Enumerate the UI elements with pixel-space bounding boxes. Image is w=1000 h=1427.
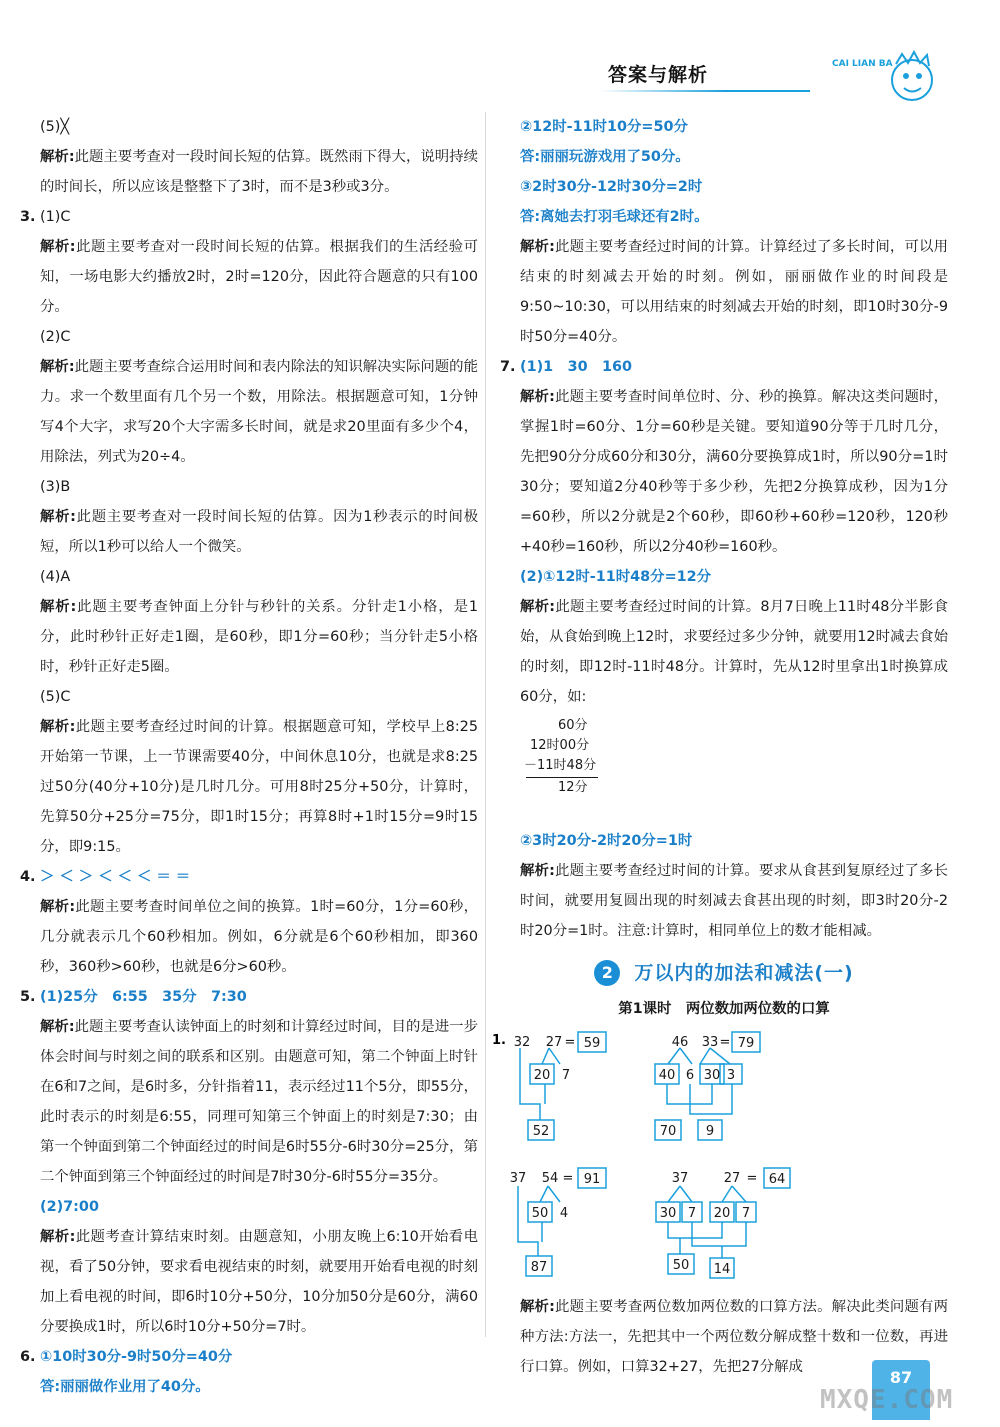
analysis-text: 此题主要考查认读钟面上的时刻和计算经过时间，目的是进一步体会时间与时刻之间的联系和区别。由题意可知，第二个钟面上时针在6和7之间，是6时多，分针指着11，表示经过11个5分，即55分，此时表示的时刻是6:55，同理可知第三个钟面上的时刻是7:30；由第一个钟面到第二个钟面经过的时间是6时55分-6时30分=25分，第二个钟面到第三个钟面经过的时间是7时30分-6时55分=35分。 bbox=[40, 1019, 478, 1185]
d1-split1: 20 bbox=[533, 1068, 551, 1083]
q7-explanation-3 bbox=[500, 856, 948, 946]
d2-eq: = bbox=[719, 1035, 731, 1050]
q6-explanation bbox=[500, 232, 948, 352]
question-number: 7. bbox=[500, 359, 516, 375]
d3-result: 87 bbox=[530, 1260, 548, 1275]
q4-answer bbox=[20, 862, 478, 892]
analysis-text: 此题主要考查经过时间的计算。8月7日晚上11时48分半影食始，从食始到晚上12时，求要经过多少分钟，就要用12时减去食始的时刻，即12时-11时48分。计算时，先从12时里拿出1时换算成60分，如: bbox=[520, 599, 948, 705]
d2-p2: 6 bbox=[685, 1068, 695, 1083]
page-number-tab: 87 bbox=[872, 1360, 930, 1420]
q6-answer-2-result: 答:丽丽玩游戏用了50分。 bbox=[520, 149, 690, 165]
q2-explanation-5 bbox=[20, 142, 478, 202]
question-number: 6. bbox=[20, 1349, 36, 1365]
analysis-label: 解析: bbox=[40, 359, 75, 375]
question-number: 3. bbox=[20, 209, 36, 225]
watermark-text: MXQE.COM bbox=[820, 1385, 954, 1415]
d4-a: 37 bbox=[671, 1171, 689, 1186]
answer-text: (1)1 30 160 bbox=[520, 359, 633, 375]
d1-sum: 59 bbox=[583, 1036, 601, 1051]
q7-explanation-2 bbox=[500, 592, 948, 712]
analysis-label: 解析: bbox=[40, 239, 76, 255]
analysis-text: 此题主要考查两位数加两位数的口算方法。解决此类问题有两种方法:方法一，先把其中一个两位数分解成整十数和一位数，再进行口算。例如，口算32+27，先把27分解成 bbox=[520, 1299, 948, 1375]
d4-r1: 50 bbox=[672, 1258, 690, 1273]
d2-a: 46 bbox=[671, 1035, 689, 1050]
question-number: 4. bbox=[20, 869, 36, 885]
analysis-text: 此题主要考查对一段时间长短的估算。既然雨下得大，说明持续的时间长，所以应该是整整下了3时，而不是3秒或3分。 bbox=[40, 149, 478, 195]
chapter-heading bbox=[500, 956, 948, 990]
analysis-label: 解析: bbox=[40, 719, 76, 735]
d2-p3: 30 bbox=[703, 1068, 721, 1083]
q3-explanation-3 bbox=[20, 502, 478, 562]
q5-answer-2: (2)7:00 bbox=[40, 1199, 99, 1215]
d3-split1: 50 bbox=[531, 1206, 549, 1221]
q5-explanation-1 bbox=[20, 1012, 478, 1192]
analysis-label: 解析: bbox=[40, 599, 77, 615]
analysis-text: 此题主要考查钟面上分针与秒针的关系。分针走1小格，是1分，此时秒针正好走1圈，是60秒，即1分=60秒；当分针走5小格时，秒针正好走5圈。 bbox=[40, 599, 478, 675]
q3-answer-4: (4)A bbox=[40, 569, 71, 585]
analysis-label: 解析: bbox=[520, 599, 556, 615]
d1-a: 32 bbox=[513, 1035, 531, 1050]
q3-explanation-4 bbox=[20, 592, 478, 682]
analysis-text: 此题主要考查经过时间的计算。计算经过了多长时间，可以用结束的时刻减去开始的时刻。例如，丽丽做作业的时间段是9:50~10:30，可以用结束的时刻减去开始的时刻，即10时30分-9时50分=40分。 bbox=[520, 239, 948, 345]
analysis-label: 解析: bbox=[520, 863, 555, 879]
analysis-label: 解析: bbox=[520, 389, 555, 405]
d2-p1: 40 bbox=[658, 1068, 676, 1083]
q7-answer-1 bbox=[500, 352, 948, 382]
analysis-text: 此题主要考查时间单位时、分、秒的换算。解决这类问题时，掌握1时=60分、1分=60秒是关键。要知道90分等于几时几分，先把90分分成60分和30分，满60分要换算成1时，所以90分=1时30分；要知道2分40秒等于多少秒，先把2分换算成秒，因为1分=60秒，所以2分就是2个60秒，即60秒+60秒=120秒，120秒+40秒=160秒，所以2分40秒=160秒。 bbox=[520, 389, 948, 555]
analysis-label: 解析: bbox=[520, 1299, 555, 1315]
q3-explanation-5 bbox=[20, 712, 478, 862]
d4-p4: 7 bbox=[741, 1206, 751, 1221]
d4-p2: 7 bbox=[687, 1206, 697, 1221]
d3-b: 54 bbox=[541, 1171, 559, 1186]
d1-eq: = bbox=[564, 1035, 576, 1050]
borrow-value: 60分 bbox=[558, 718, 588, 733]
analysis-text: 此题主要考查综合运用时间和表内除法的知识解决实际问题的能力。求一个数里面有几个另一个数，用除法。根据题意可知，1分钟写4个大字，求写20个大字需多长时间，就是求20里面有多少个4，用除法，列式为20÷4。 bbox=[40, 359, 478, 465]
q6-answer-1 bbox=[20, 1342, 478, 1372]
analysis-text: 此题考查计算结束时刻。由题意知，小朋友晚上6:10开始看电视，看了50分钟，要求看电视结束的时刻，就要用开始看电视的时刻加上看电视的时间，即6时10分+50分，10分加50分是60分，满60分要换成1时，所以6时10分+50分=7时。 bbox=[40, 1229, 478, 1335]
answer-text: ①10时30分-9时50分=40分 bbox=[40, 1349, 233, 1365]
question-number: 5. bbox=[20, 989, 36, 1005]
d1-split2: 7 bbox=[561, 1068, 571, 1083]
d2-p4: 3 bbox=[726, 1068, 736, 1083]
minuend: 12时00分 bbox=[530, 738, 590, 753]
q6-answer-3-result: 答:离她去打羽毛球还有2时。 bbox=[520, 209, 709, 225]
decomposition-diagrams bbox=[492, 1026, 948, 1288]
d1-b: 27 bbox=[545, 1035, 563, 1050]
q4-explanation bbox=[20, 892, 478, 982]
d2-b: 33 bbox=[701, 1035, 719, 1050]
d4-p3: 20 bbox=[713, 1206, 731, 1221]
left-column bbox=[20, 112, 478, 1402]
d4-r2: 14 bbox=[713, 1262, 731, 1277]
chapter-title: 万以内的加法和减法(一) bbox=[634, 962, 854, 984]
q3-answer-2: (2)C bbox=[40, 329, 71, 345]
q3-answer-5: (5)C bbox=[40, 689, 71, 705]
q5-explanation-2 bbox=[20, 1222, 478, 1342]
answer-text: (1)25分 6:55 35分 7:30 bbox=[40, 989, 247, 1005]
analysis-label: 解析: bbox=[40, 1019, 75, 1035]
answer-text: (1)C bbox=[40, 209, 71, 225]
q5-answer-1 bbox=[20, 982, 478, 1012]
mascot-text: CAI LIAN BA bbox=[832, 59, 893, 69]
q3-explanation-1 bbox=[20, 232, 478, 322]
d2-sum: 79 bbox=[737, 1036, 755, 1051]
d3-split2: 4 bbox=[559, 1206, 569, 1221]
question-number: 1. bbox=[492, 1033, 506, 1048]
header-title: 答案与解析 bbox=[607, 64, 708, 86]
column-divider bbox=[485, 112, 486, 1337]
vertical-subtraction bbox=[524, 716, 948, 820]
q3-answer-1 bbox=[20, 202, 478, 232]
difference: 12分 bbox=[558, 780, 588, 795]
d4-p1: 30 bbox=[659, 1206, 677, 1221]
analysis-text: 此题主要考查经过时间的计算。根据题意可知，学校早上8:25开始第一节课，上一节课需要40分，中间休息10分，也就是求8:25过50分(40分+10分)是几时几分。可用8时25分+50分，计算时，先算50分+25分=75分，即1时15分；再算8时+1时15分=9时15分，即9:15。 bbox=[40, 719, 478, 855]
lesson-title: 第1课时 两位数加两位数的口算 bbox=[618, 1001, 830, 1017]
q3-answer-3: (3)B bbox=[40, 479, 71, 495]
d3-eq: = bbox=[562, 1171, 574, 1186]
analysis-label: 解析: bbox=[40, 509, 76, 525]
d2-r1: 70 bbox=[659, 1124, 677, 1139]
analysis-text: 此题主要考查时间单位之间的换算。1时=60分，1分=60秒，几分就表示几个60秒相加。例如，6分就是6个60秒相加，即360秒，360秒>60秒，也就是6分>60秒。 bbox=[40, 899, 478, 975]
q6-answer-2: ②12时-11时10分=50分 bbox=[520, 119, 688, 135]
analysis-text: 此题主要考查经过时间的计算。要求从食甚到复原经过了多长时间，就要用复圆出现的时刻减去食甚出现的时刻，即3时20分-2时20分=1时。注意:计算时，相同单位上的数才能相减。 bbox=[520, 863, 948, 939]
d3-a: 37 bbox=[509, 1171, 527, 1186]
subtrahend: －11时48分 bbox=[524, 758, 597, 773]
analysis-text: 此题主要考查对一段时间长短的估算。因为1秒表示的时间极短，所以1秒可以给人一个微笑。 bbox=[40, 509, 478, 555]
analysis-label: 解析: bbox=[40, 149, 75, 165]
analysis-label: 解析: bbox=[520, 239, 555, 255]
right-column bbox=[492, 112, 948, 1382]
mascot-logo-icon bbox=[830, 48, 942, 112]
header-rule bbox=[600, 90, 810, 92]
chapter-number-badge: 2 bbox=[594, 960, 620, 986]
d3-sum: 91 bbox=[583, 1172, 601, 1187]
d2-r2: 9 bbox=[705, 1124, 715, 1139]
q3-explanation-2 bbox=[20, 352, 478, 472]
d4-b: 27 bbox=[723, 1171, 741, 1186]
answer-text: ＞ ＜ ＞ ＜ ＜ ＜ ＝ ＝ bbox=[40, 869, 191, 885]
d1-result: 52 bbox=[532, 1124, 550, 1139]
q6-answer-1-result: 答:丽丽做作业用了40分。 bbox=[40, 1379, 210, 1395]
d4-eq: = bbox=[746, 1171, 758, 1186]
analysis-label: 解析: bbox=[40, 1229, 76, 1245]
q7-answer-2: (2)①12时-11时48分=12分 bbox=[520, 569, 712, 585]
q7-explanation-1 bbox=[500, 382, 948, 562]
d4-sum: 64 bbox=[768, 1172, 786, 1187]
analysis-text: 此题主要考查对一段时间长短的估算。根据我们的生活经验可知，一场电影大约播放2时，2时=120分，因此符合题意的只有100分。 bbox=[40, 239, 478, 315]
analysis-label: 解析: bbox=[40, 899, 76, 915]
q6-answer-3: ③2时30分-12时30分=2时 bbox=[520, 179, 703, 195]
q2-answer-5: (5)╳ bbox=[40, 119, 70, 135]
q7-answer-3: ②3时20分-2时20分=1时 bbox=[520, 833, 693, 849]
